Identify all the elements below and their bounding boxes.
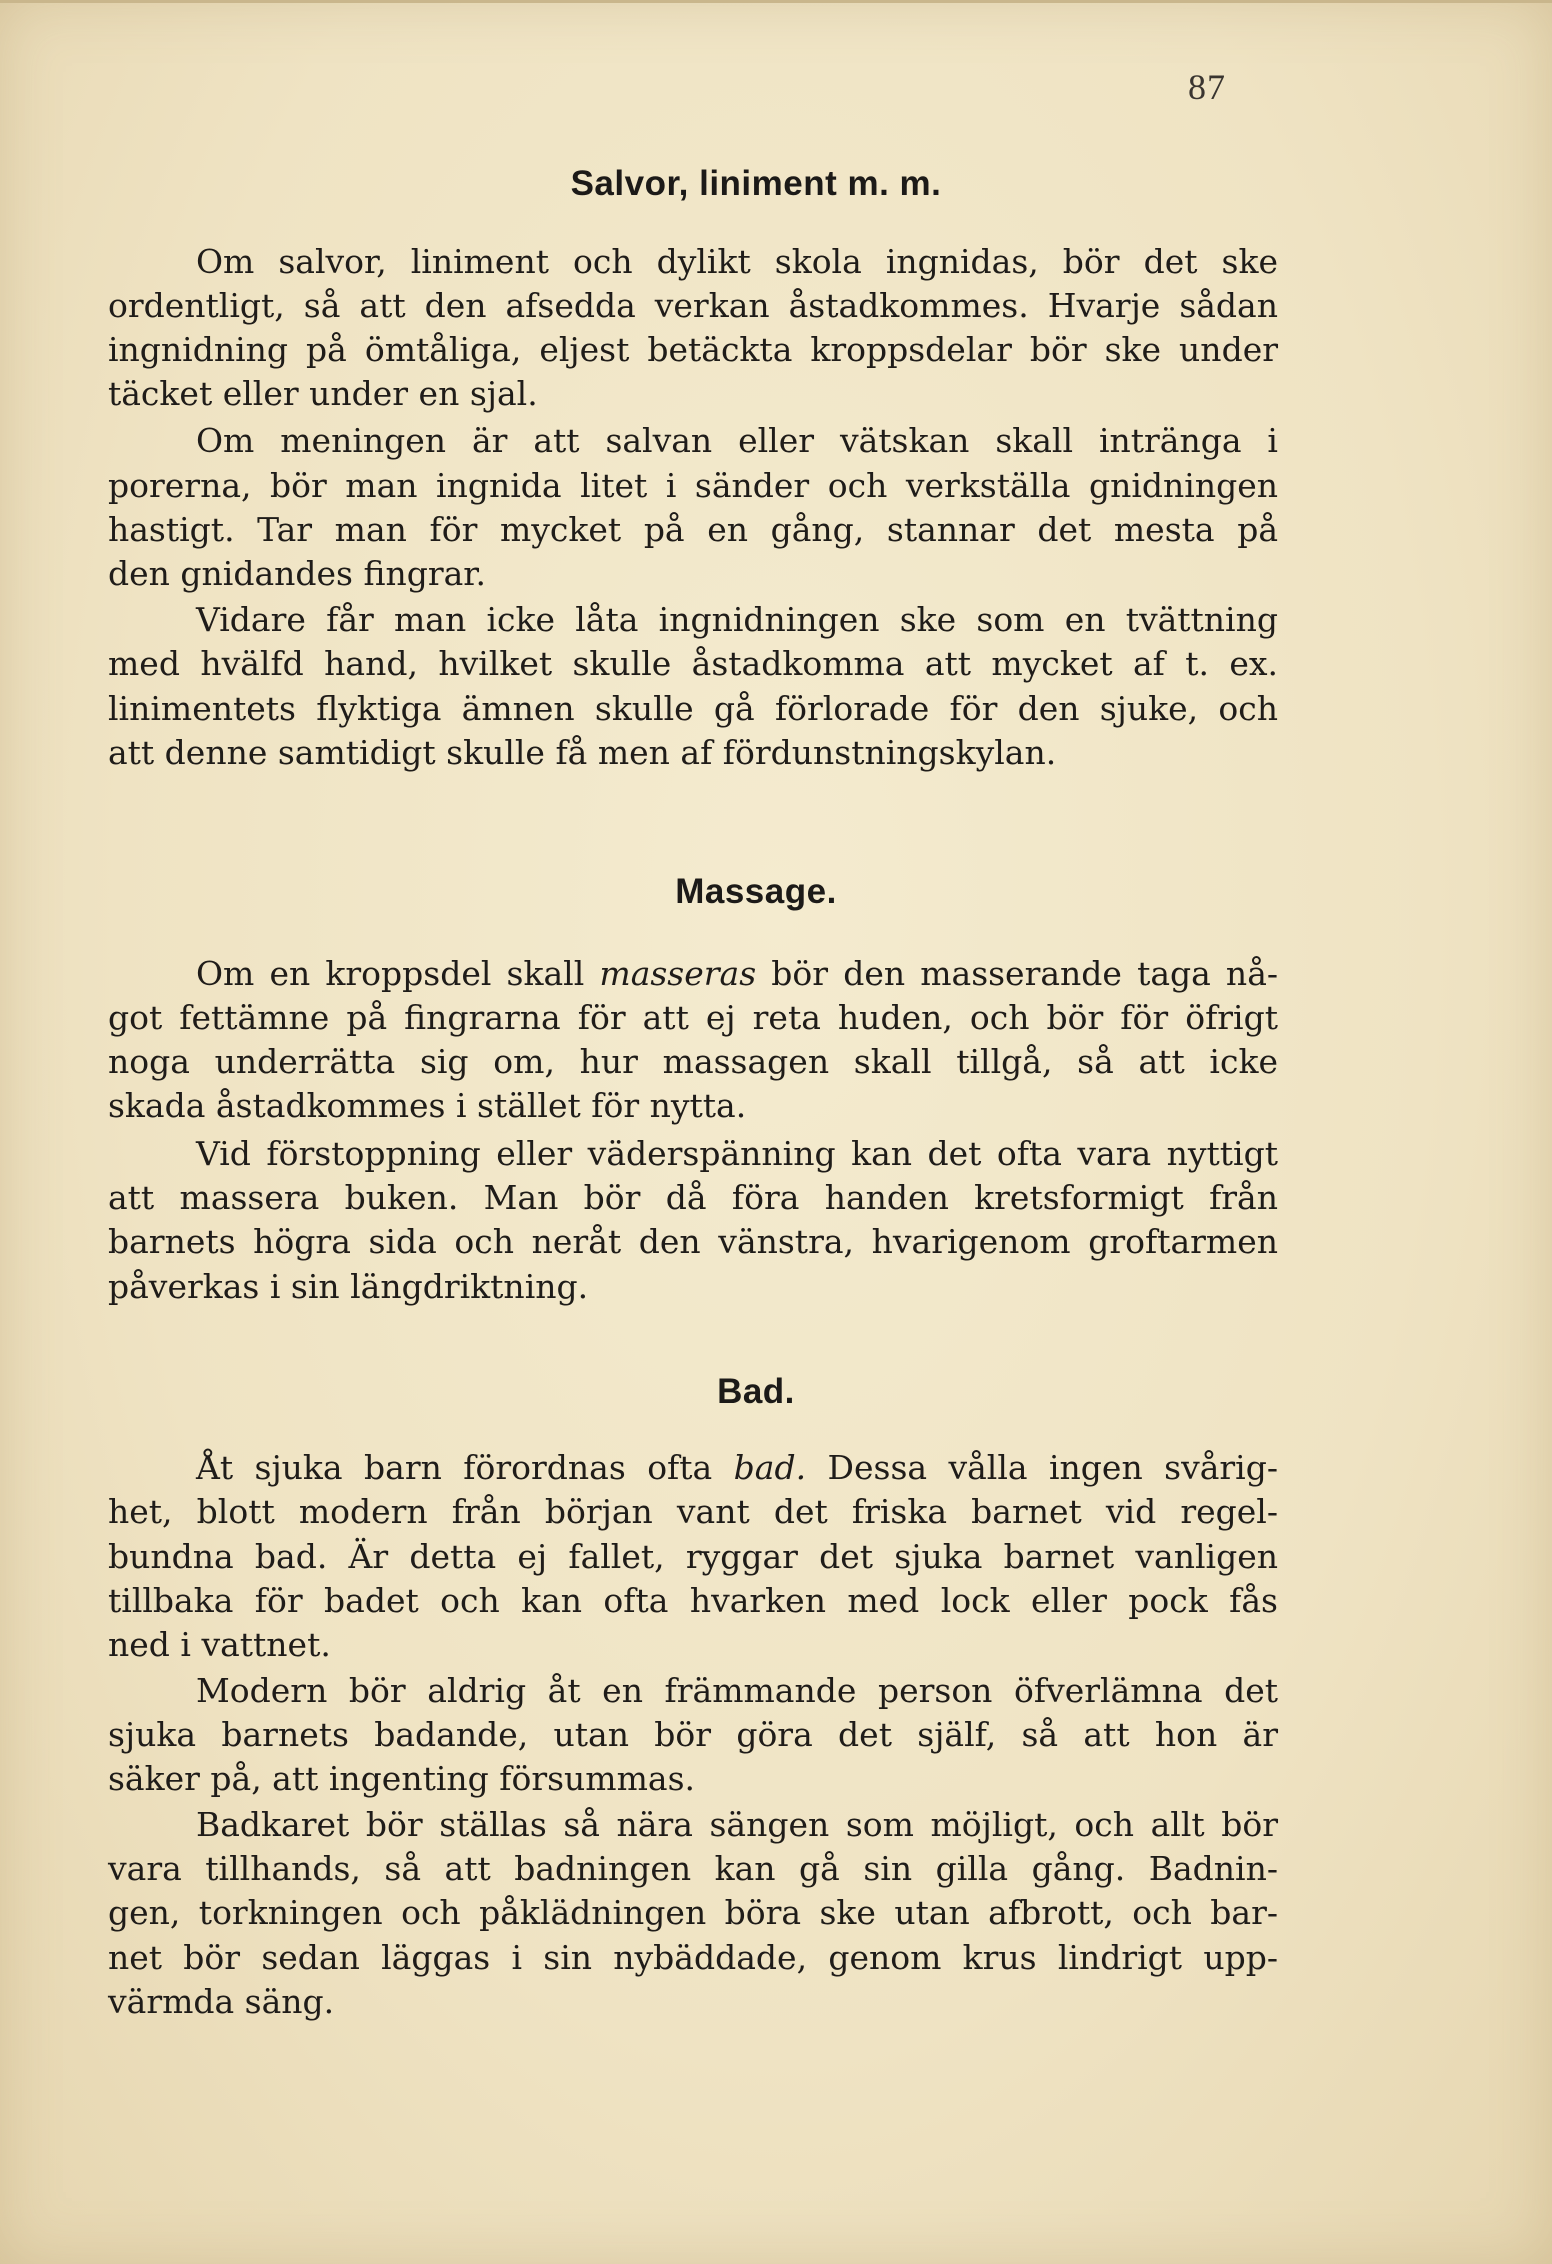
paragraph-line: täcket eller under en sjal. (108, 374, 538, 413)
paragraph-line: ordentligt, så att den afsedda verkan åstadkommes. Hvarje sådan (108, 286, 1278, 325)
paragraph-line: bundna bad. Är detta ej fallet, ryggar det sjuka barnet vanligen (108, 1537, 1278, 1576)
paragraph-line: den gnidandes fingrar. (108, 554, 486, 593)
text-run: Om en kroppsdel skall (196, 954, 585, 993)
paragraph-line: Vid förstoppning eller väderspänning kan det ofta vara nyttigt (196, 1134, 1278, 1173)
paragraph-line: noga underrätta sig om, hur massagen skall tillgå, så att icke (108, 1042, 1278, 1081)
page-number: 87 (1188, 67, 1226, 107)
paragraph-line: ingnidning på ömtåliga, eljest betäckta kroppsdelar bör ske under (108, 330, 1278, 369)
paragraph-line: skada åstadkommes i stället för nytta. (108, 1086, 747, 1125)
paragraph-line: värmda säng. (108, 1982, 335, 2021)
italic-term: bad. (733, 1448, 807, 1487)
paragraph-line: Om salvor, liniment och dylikt skola ingnidas, bör det ske (196, 242, 1278, 281)
italic-term: masseras (599, 954, 757, 993)
paragraph-line: tillbaka för badet och kan ofta hvarken med lock eller pock fås (108, 1581, 1278, 1620)
paragraph-line: vara tillhands, så att badningen kan gå sin gilla gång. Badnin- (108, 1849, 1278, 1888)
section-heading-salvor: Salvor, liniment m. m. (570, 164, 942, 203)
paragraph-line: påverkas i sin längdriktning. (108, 1267, 589, 1306)
paragraph-line: att massera buken. Man bör då föra handen kretsformigt från (108, 1178, 1278, 1217)
paragraph-line: att denne samtidigt skulle få men af fördunstningskylan. (108, 733, 1057, 772)
paragraph-line: Vidare får man icke låta ingnidningen ske som en tvättning (196, 600, 1278, 639)
paragraph-line: net bör sedan läggas i sin nybäddade, genom krus lindrigt upp- (108, 1938, 1278, 1977)
paragraph-line (196, 1446, 1278, 1490)
text-run: Åt sjuka barn förordnas ofta (196, 1448, 713, 1487)
paragraph-line: Om meningen är att salvan eller vätskan skall intränga i (196, 421, 1278, 460)
paragraph-line: linimentets flyktiga ämnen skulle gå förlorade för den sjuke, och (108, 689, 1278, 728)
page-top-edge (0, 0, 1552, 3)
paragraph-line: Modern bör aldrig åt en främmande person öfverlämna det (196, 1671, 1278, 1710)
section-heading-bad: Bad. (717, 1372, 795, 1411)
paragraph-line: med hvälfd hand, hvilket skulle åstadkomma att mycket af t. ex. (108, 644, 1278, 683)
section-heading-massage: Massage. (675, 872, 837, 911)
paragraph-line: ned i vattnet. (108, 1625, 331, 1664)
text-run: Dessa vålla ingen svårig- (827, 1448, 1278, 1487)
paragraph-line: sjuka barnets badande, utan bör göra det själf, så att hon är (108, 1715, 1278, 1754)
text-run: bör den masserande taga nå- (771, 954, 1279, 993)
paragraph-line: hastigt. Tar man för mycket på en gång, stannar det mesta på (108, 510, 1278, 549)
paragraph-line: got fettämne på fingrarna för att ej reta huden, och bör för öfrigt (108, 998, 1278, 1037)
paragraph-line: säker på, att ingenting försummas. (108, 1759, 695, 1798)
paragraph-line: porerna, bör man ingnida litet i sänder och verkställa gnidningen (108, 466, 1278, 505)
paragraph-line: gen, torkningen och påklädningen böra ske utan afbrott, och bar- (108, 1893, 1278, 1932)
paragraph-line (196, 952, 1278, 996)
paragraph-line: Badkaret bör ställas så nära sängen som möjligt, och allt bör (196, 1805, 1278, 1844)
paragraph-line: het, blott modern från början vant det friska barnet vid regel- (108, 1492, 1278, 1531)
paragraph-line: barnets högra sida och neråt den vänstra, hvarigenom groftarmen (108, 1222, 1278, 1261)
